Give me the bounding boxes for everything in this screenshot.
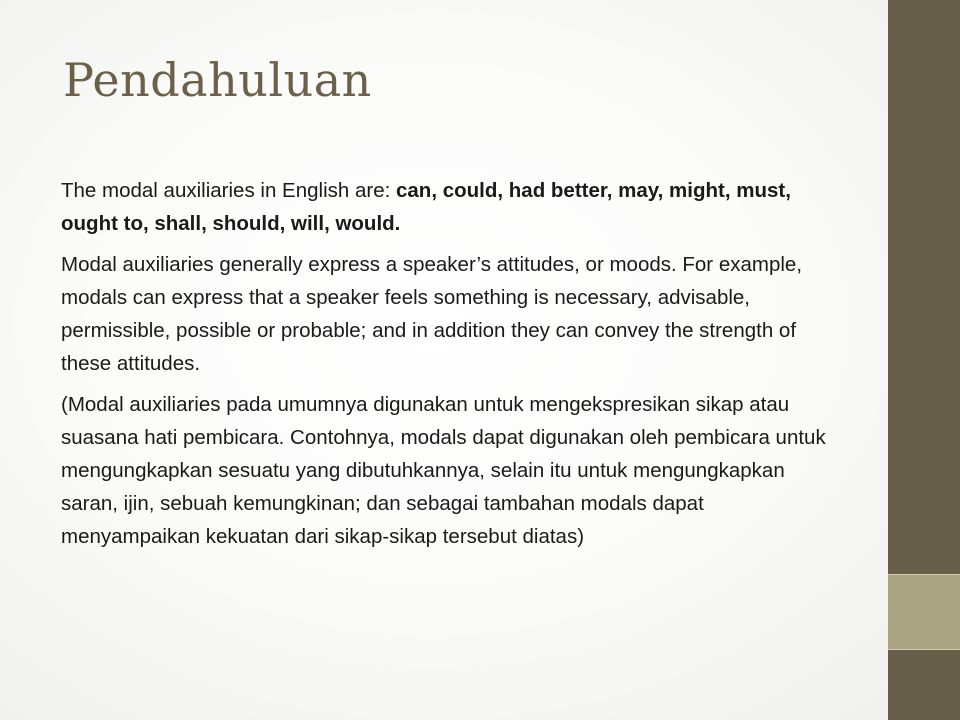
- english-explanation-paragraph: Modal auxiliaries generally express a speaker’s attitudes, or moods. For example, modals can express that a speaker feels something is necessary, advisable, permissible, possible or probable; and in addition they can convey the strength of these attitudes.: [61, 253, 803, 375]
- intro-paragraph: [61, 174, 839, 240]
- slide-body: [61, 174, 839, 561]
- intro-lead-text: The modal auxiliaries in English are:: [61, 179, 396, 202]
- slide-title: Pendahuluan: [63, 53, 372, 107]
- sidebar-accent-top-line: [888, 574, 960, 575]
- sidebar-accent-bottom-line: [888, 649, 960, 650]
- indonesian-translation-paragraph: (Modal auxiliaries pada umumnya digunakan untuk mengekspresikan sikap atau suasana hati pembicara. Contohnya, modals dapat digunakan oleh pembicara untuk mengungkapkan sesuatu yang dibutuhkannya, selain itu untuk mengungkapkan saran, ijin, sebuah kemungkinan; dan sebagai tambahan modals dapat menyampaikan kekuatan dari sikap-sikap tersebut diatas): [61, 393, 826, 548]
- sidebar-accent-block: [888, 575, 960, 649]
- modal-list-text: can, could, had better, may, might, must, ought to, shall, should, will, would.: [61, 179, 791, 235]
